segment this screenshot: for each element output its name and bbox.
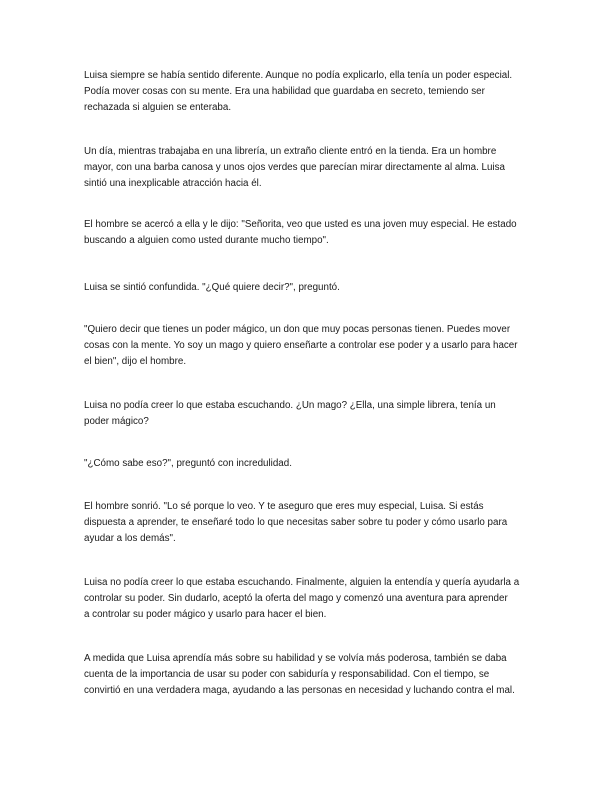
paragraph (84, 146, 505, 194)
paragraph (84, 219, 517, 251)
text-line: a controlar su poder mágico y usarlo para hacer el bien. (84, 609, 327, 620)
text-line: buscando a alguien como usted durante mucho tiempo". (84, 235, 329, 246)
text-line: "Quiero decir que tienes un poder mágico, un don que muy pocas personas tienen. Puedes mover (84, 324, 511, 335)
text-line: cosas con la mente. Yo soy un mago y quiero enseñarte a controlar ese poder y a usarlo para hacer (84, 340, 518, 351)
paragraph (84, 324, 518, 372)
text-line: Luisa se sintió confundida. "¿Qué quiere decir?", preguntó. (84, 282, 340, 293)
text-line: Luisa siempre se había sentido diferente. Aunque no podía explicarlo, ella tenía un poder especial. (84, 70, 513, 81)
text-line: Luisa no podía creer lo que estaba escuchando. Finalmente, alguien la entendía y quería ayudarla a (84, 577, 520, 588)
paragraph (84, 501, 507, 549)
paragraph (84, 70, 512, 118)
text-line: cuenta de la importancia de usar su poder con sabiduría y responsabilidad. Con el tiempo, se (84, 669, 490, 680)
text-line: Podía mover cosas con su mente. Era una habilidad que guardaba en secreto, temiendo ser (84, 86, 485, 97)
paragraph (84, 282, 340, 298)
paragraph (84, 653, 515, 701)
text-line: controlar su poder. Sin dudarlo, aceptó la oferta del mago y comenzó una aventura para aprender (84, 593, 508, 604)
paragraph (84, 577, 519, 625)
text-line: El hombre sonrió. "Lo sé porque lo veo. Y te aseguro que eres muy especial, Luisa. Si estás (84, 501, 484, 512)
text-line: poder mágico? (84, 416, 149, 427)
text-line: dispuesta a aprender, te enseñaré todo lo que necesitas saber sobre tu poder y cómo usarlo para (84, 517, 508, 528)
text-line: Luisa no podía creer lo que estaba escuchando. ¿Un mago? ¿Ella, una simple librera, tenía un (84, 400, 496, 411)
text-line: El hombre se acercó a ella y le dijo: "Señorita, veo que usted es una joven muy especial. He estado (84, 219, 517, 230)
paragraph (84, 400, 496, 432)
text-line: Un día, mientras trabajaba en una librería, un extraño cliente entró en la tienda. Era un hombre (84, 146, 497, 157)
text-line: convirtió en una verdadera maga, ayudando a las personas en necesidad y luchando contra el mal. (84, 685, 515, 696)
text-line: ayudar a los demás". (84, 533, 176, 544)
text-line: el bien", dijo el hombre. (84, 356, 187, 367)
text-line: mayor, con una barba canosa y unos ojos verdes que parecían mirar directamente al alma. Luisa (84, 162, 505, 173)
text-line: "¿Cómo sabe eso?", preguntó con incredulidad. (84, 458, 292, 469)
text-line: sintió una inexplicable atracción hacia él. (84, 178, 262, 189)
text-line: A medida que Luisa aprendía más sobre su habilidad y se volvía más poderosa, también se daba (84, 653, 507, 664)
paragraph (84, 458, 292, 474)
text-line: rechazada si alguien se enteraba. (84, 102, 232, 113)
